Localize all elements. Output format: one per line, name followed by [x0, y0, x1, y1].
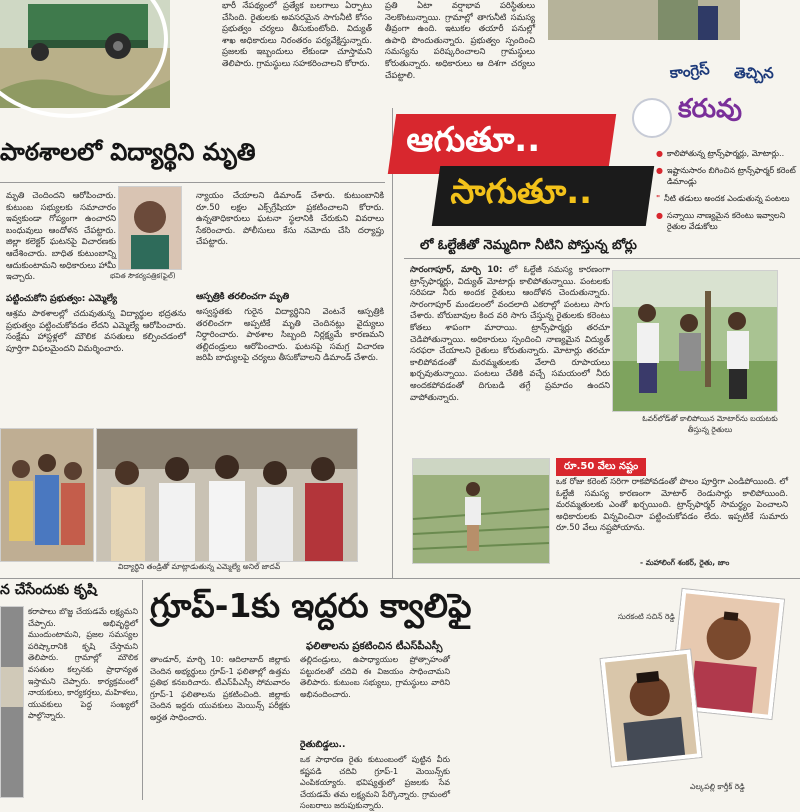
story4-text-2: తల్లిదండ్రులు, ఉపాధ్యాయుల ప్రోత్సాహంతో పట్టుదలతో చదివి ఈ విజయం సాధించామని తెలిపారు. కుటుంబ సభ్యులు, గ్రామస్థులు వారిని అభినందించారు.: [300, 655, 450, 699]
story3-headline: న చేసేందుకు కృషి: [0, 582, 97, 598]
top-article-right-text: ప్రతి ఏటా వర్షాభావ పరిస్థితులు నెలకొంటున్నాయి. గ్రామాల్లో తాగునీటి సమస్య తీవ్రంగా ఉంది. ఇటుకల తయారీ పనుల్లో ఉపాధి పొందుతున్నారు. ప్రభుత్వం స్పందించి సమస్యను పరిష్కరించాలని గ్రామస్థులు కోరుతున్నారు. అధికారులు ఆ దిశగా చర్యలు చేపట్టాలి.: [385, 0, 535, 80]
story1-student-photo: [118, 186, 182, 270]
bullet-item: ● కాలిపోతున్న ట్రాన్స్‌ఫార్మర్లు, మోటార్లు..: [656, 149, 785, 158]
story4-photo2-caption: ఎల్కపల్లి కార్తీక్ రెడ్డి: [690, 782, 745, 791]
story1-photo-caption: భవిత సౌకర్యపత్రిక(ఫైల్): [110, 272, 176, 280]
top-article-left-text: భారీ నేపథ్యంలో ప్రత్యేక బలగాలు ఏర్పాటు చేసింది. రైతులకు అవసరమైన సాగునీటి కోసం ప్రభుత్వం చర్యలు తీసుకుంటోంది. విద్యుత్ శాఖ అధికారులు నిరంతరం పర్యవేక్షిస్తున్నారు. ప్రజలకు ఇబ్బందులు లేకుండా చూస్తామని తెలిపారు. గ్రామస్థులు సహకరించాలని కోరారు.: [222, 0, 372, 68]
bullet-item: ● ఇష్టానుసారం బిగించిన ట్రాన్స్‌ఫార్మర్ కరెంట్ డిమాండ్లు: [656, 166, 796, 186]
story3-text: కరాపాలు బొజ్జ చేయడమే లక్ష్యమని చేప్పారు. అభివృద్ధిలో ముందుంటామని, ప్రజల సమస్యల పరిష్కారానికి కృషి చేస్తామని తెలిపారు. గ్రామాల్లో మౌలిక వసతుల కల్పనకు ప్రాధాన్యత ఇస్తామని చెప్పారు. కార్యక్రమంలో నాయకులు, కార్యకర్తలు, మహిళలు, యువకులు పెద్ద సంఖ్యలో పాల్గొన్నారు.: [28, 607, 138, 721]
story1-subheading-2: ఆస్పత్రికి తరలించగా మృతి: [196, 292, 290, 302]
divider: [404, 258, 800, 259]
story4-person2-photo: [601, 650, 702, 767]
story4-text-3: ఒక సాధారణ రైతు కుటుంబంలో పుట్టిన వీరు కష్టపడి చదివి గ్రూప్-1 మెయిన్స్‌కు ఎంపికయ్యారు. భవిష్యత్తులో ప్రజలకు సేవ చేయడమే తమ లక్ష్యమని పేర్కొన్నారు. గ్రామంలో సంబరాలు జరుపుకున్నారు.: [300, 755, 450, 811]
story1-group-photo-main: [96, 428, 358, 562]
story1-text-2: ఆశ్రమ పాఠశాలల్లో చదువుతున్న విద్యార్థుల భద్రతను ప్రభుత్వం పట్టించుకోవడం లేదని ఎమ్మెల్యే ఆరోపించారు. సంక్షేమ హాస్టళ్లలో మౌలిక వసతులు కల్పించడంలో పూర్తిగా విఫలమైందని విమర్శించారు.: [6, 308, 186, 353]
story1-text-3: న్యాయం చేయాలని డిమాండ్ చేశారు. కుటుంబానికి రూ.50 లక్షల ఎక్స్‌గ్రేషియా ప్రకటించాలని కోరారు. ఉన్నతాధికారులు ఘటనా స్థలానికి చేరుకుని వివరాలు సేకరించారు. పోలీసులు కేసు నమోదు చేసి దర్యాప్తు చేపట్టారు.: [196, 190, 384, 247]
bullet-icon: ●: [656, 149, 663, 158]
story1-group-photo-left: [0, 428, 94, 562]
quote-icon: ": [656, 194, 661, 203]
bullet-item: " నీటి తడులు అందక ఎండుతున్న పంటలు: [656, 194, 790, 203]
story2-text-1: [410, 264, 610, 454]
story2-loss-tag: రూ.50 వేలు నష్టం: [556, 458, 646, 476]
story2-kicker-1: [388, 114, 616, 174]
story2-dateline: సారంగాపూర్, మార్చి 10:: [410, 264, 503, 274]
story2-body-1: లో ఓల్టేజీ సమస్య కారణంగా ట్రాన్స్‌ఫార్మర్లు, విద్యుత్ మోటార్లు కాలిపోతున్నాయి. పంటలకు సరిపడా నీరు అందక రైతులు ఆందోళన చెందుతున్నారు. సారంగాపూర్ మండలంలో వందలాది ఎకరాల్లో పంటలు సాగు చేశారు. బోరుబావుల కింద వరి సాగు చేస్తున్న రైతులకు కరెంటు కోతలు శాపంగా మారాయి. ట్రాన్స్‌ఫార్మర్లు తరచూ చెడిపోతున్నాయి. అధికారులు స్పందించి నాణ్యమైన విద్యుత్ సరఫరా చేయాలని రైతులు కోరుతున్నారు. మోటార్లు తరచూ కాలిపోవడంతో మరమ్మతులకు వేలాది రూపాయలు ఖర్చవుతున్నాయి. పంటలు చేతికి వచ్చే సమయంలో నీరు అందకపోవడంతో దిగుబడి తగ్గే ప్రమాదం ఉందని వాపోతున్నారు.: [410, 264, 610, 402]
story1-headline: పాఠశాలలో విద్యార్థిని మృతి: [0, 138, 256, 166]
bullet-icon: ●: [656, 166, 663, 175]
story4-photo1-caption: సురకంటి సచిన్ రెడ్డి: [618, 612, 675, 621]
story2-kicker-1-text: ఆగుతూ..: [406, 120, 541, 160]
story2-kicker-2-text: సాగుతూ..: [450, 172, 593, 212]
story2-photo1-caption: ఓవర్‌లోడ్‌తో కాలిపోయిన మోటార్‌ను బయటకు తీస్తున్న రైతులు: [642, 414, 778, 434]
story2-deck: లో ఓల్టేజీతో నెమ్మదిగా నీటిని పోస్తున్న బోర్లు: [420, 238, 637, 253]
top-right-photo: [548, 0, 740, 40]
story4-subheading: రైతుబిడ్డలు..: [300, 740, 346, 750]
story2-quote-author: - మహాలింగ్ శంకర్, రైతు, జాం: [640, 558, 730, 567]
story2-field-photo: [412, 458, 550, 564]
divider: [0, 578, 800, 579]
divider: [142, 580, 143, 800]
story2-farmers-photo: [612, 270, 778, 412]
story2-text-2: ఒక రోజు కరెంట్ సరిగా రాకపోవడంతో పొలం పూర్తిగా ఎండిపోయింది. లో ఓల్టేజీ సమస్య కారణంగా మోటార్ రెండుసార్లు కాలిపోయింది. మరమ్మతులకు ఎంతో ఖర్చయింది. ట్రాన్స్‌ఫార్మర్ సామర్థ్యం పెంచాలని అధికారులకు విన్నవించినా పట్టించుకోవడం లేదు. ఇప్పటికే సుమారు రూ.50 వేలు నష్టపోయాను.: [556, 476, 788, 533]
story4-text-1: తాండూర్, మార్చి 10: ఆదిలాబాద్ జిల్లాకు చెందిన అభ్యర్థులు గ్రూప్-1 ఫలితాల్లో ఉత్తమ ప్రతిభ కనబరిచారు. టీఎస్‌పీఎస్సీ సోమవారం గ్రూప్-1 ఫలితాలను ప్రకటించింది. జిల్లాకు చెందిన ఇద్దరు యువకులు మెయిన్స్ పరీక్షకు అర్హత సాధించారు.: [150, 655, 290, 722]
badge-line1: కాంగ్రెస్: [668, 59, 711, 83]
badge-line3: కరువు: [678, 94, 742, 124]
story1-subheading-1: పట్టించుకోని ప్రభుత్వం: ఎమ్మెల్యే: [6, 294, 118, 304]
bullet-icon: ●: [656, 211, 663, 220]
story1-text-4: అస్వస్థతకు గురైన విద్యార్థినిని వెంటనే ఆస్పత్రికి తరలించగా అప్పటికే మృతి చెందినట్లు వైద్యులు నిర్ధారించారు. పాఠశాల సిబ్బంది నిర్లక్ష్యమే కారణమని తల్లిదండ్రులు ఆరోపించారు. ఘటనపై సమగ్ర విచారణ జరిపి బాధ్యులపై చర్యలు తీసుకోవాలని డిమాండ్ చేశారు.: [196, 306, 384, 363]
story3-photo: [0, 606, 24, 798]
congress-drought-badge: [632, 58, 792, 138]
divider: [392, 108, 393, 578]
story1-group-caption: విద్యార్థిని తండ్రితో మాట్లాడుతున్న ఎమ్మెల్యే అనిల్ జాదవ్: [118, 562, 281, 571]
divider: [0, 182, 385, 183]
story2-bullets: [656, 148, 800, 232]
badge-line2: తెచ్చిన: [734, 64, 774, 82]
bullet-item: ● సన్నాయి నాణ్యమైన కరెంటు ఇవ్వాలని రైతుల వేడుకోలు: [656, 211, 786, 231]
story1-text-1: మృతి చెందిందని ఆరోపించారు. కుటుంబ సభ్యులకు సమాచారం ఇవ్వకుండా గోప్యంగా ఉంచారని బంధువులు ఆందోళన చేపట్టారు. జిల్లా కలెక్టర్ ఘటనపై విచారణకు ఆదేశించారు. బాధిత కుటుంబాన్ని ఆదుకుంటామని అధికారులు హామీ ఇచ్చారు.: [6, 190, 116, 282]
story4-headline: గ్రూప్-1కు ఇద్దరు క్వాలిఫై: [150, 586, 472, 625]
story2-kicker-2: [432, 166, 654, 226]
story4-deck: ఫలితాలను ప్రకటించిన టీఎస్‌పీఎస్సీ: [306, 641, 443, 652]
badge-map-icon: [632, 98, 672, 138]
